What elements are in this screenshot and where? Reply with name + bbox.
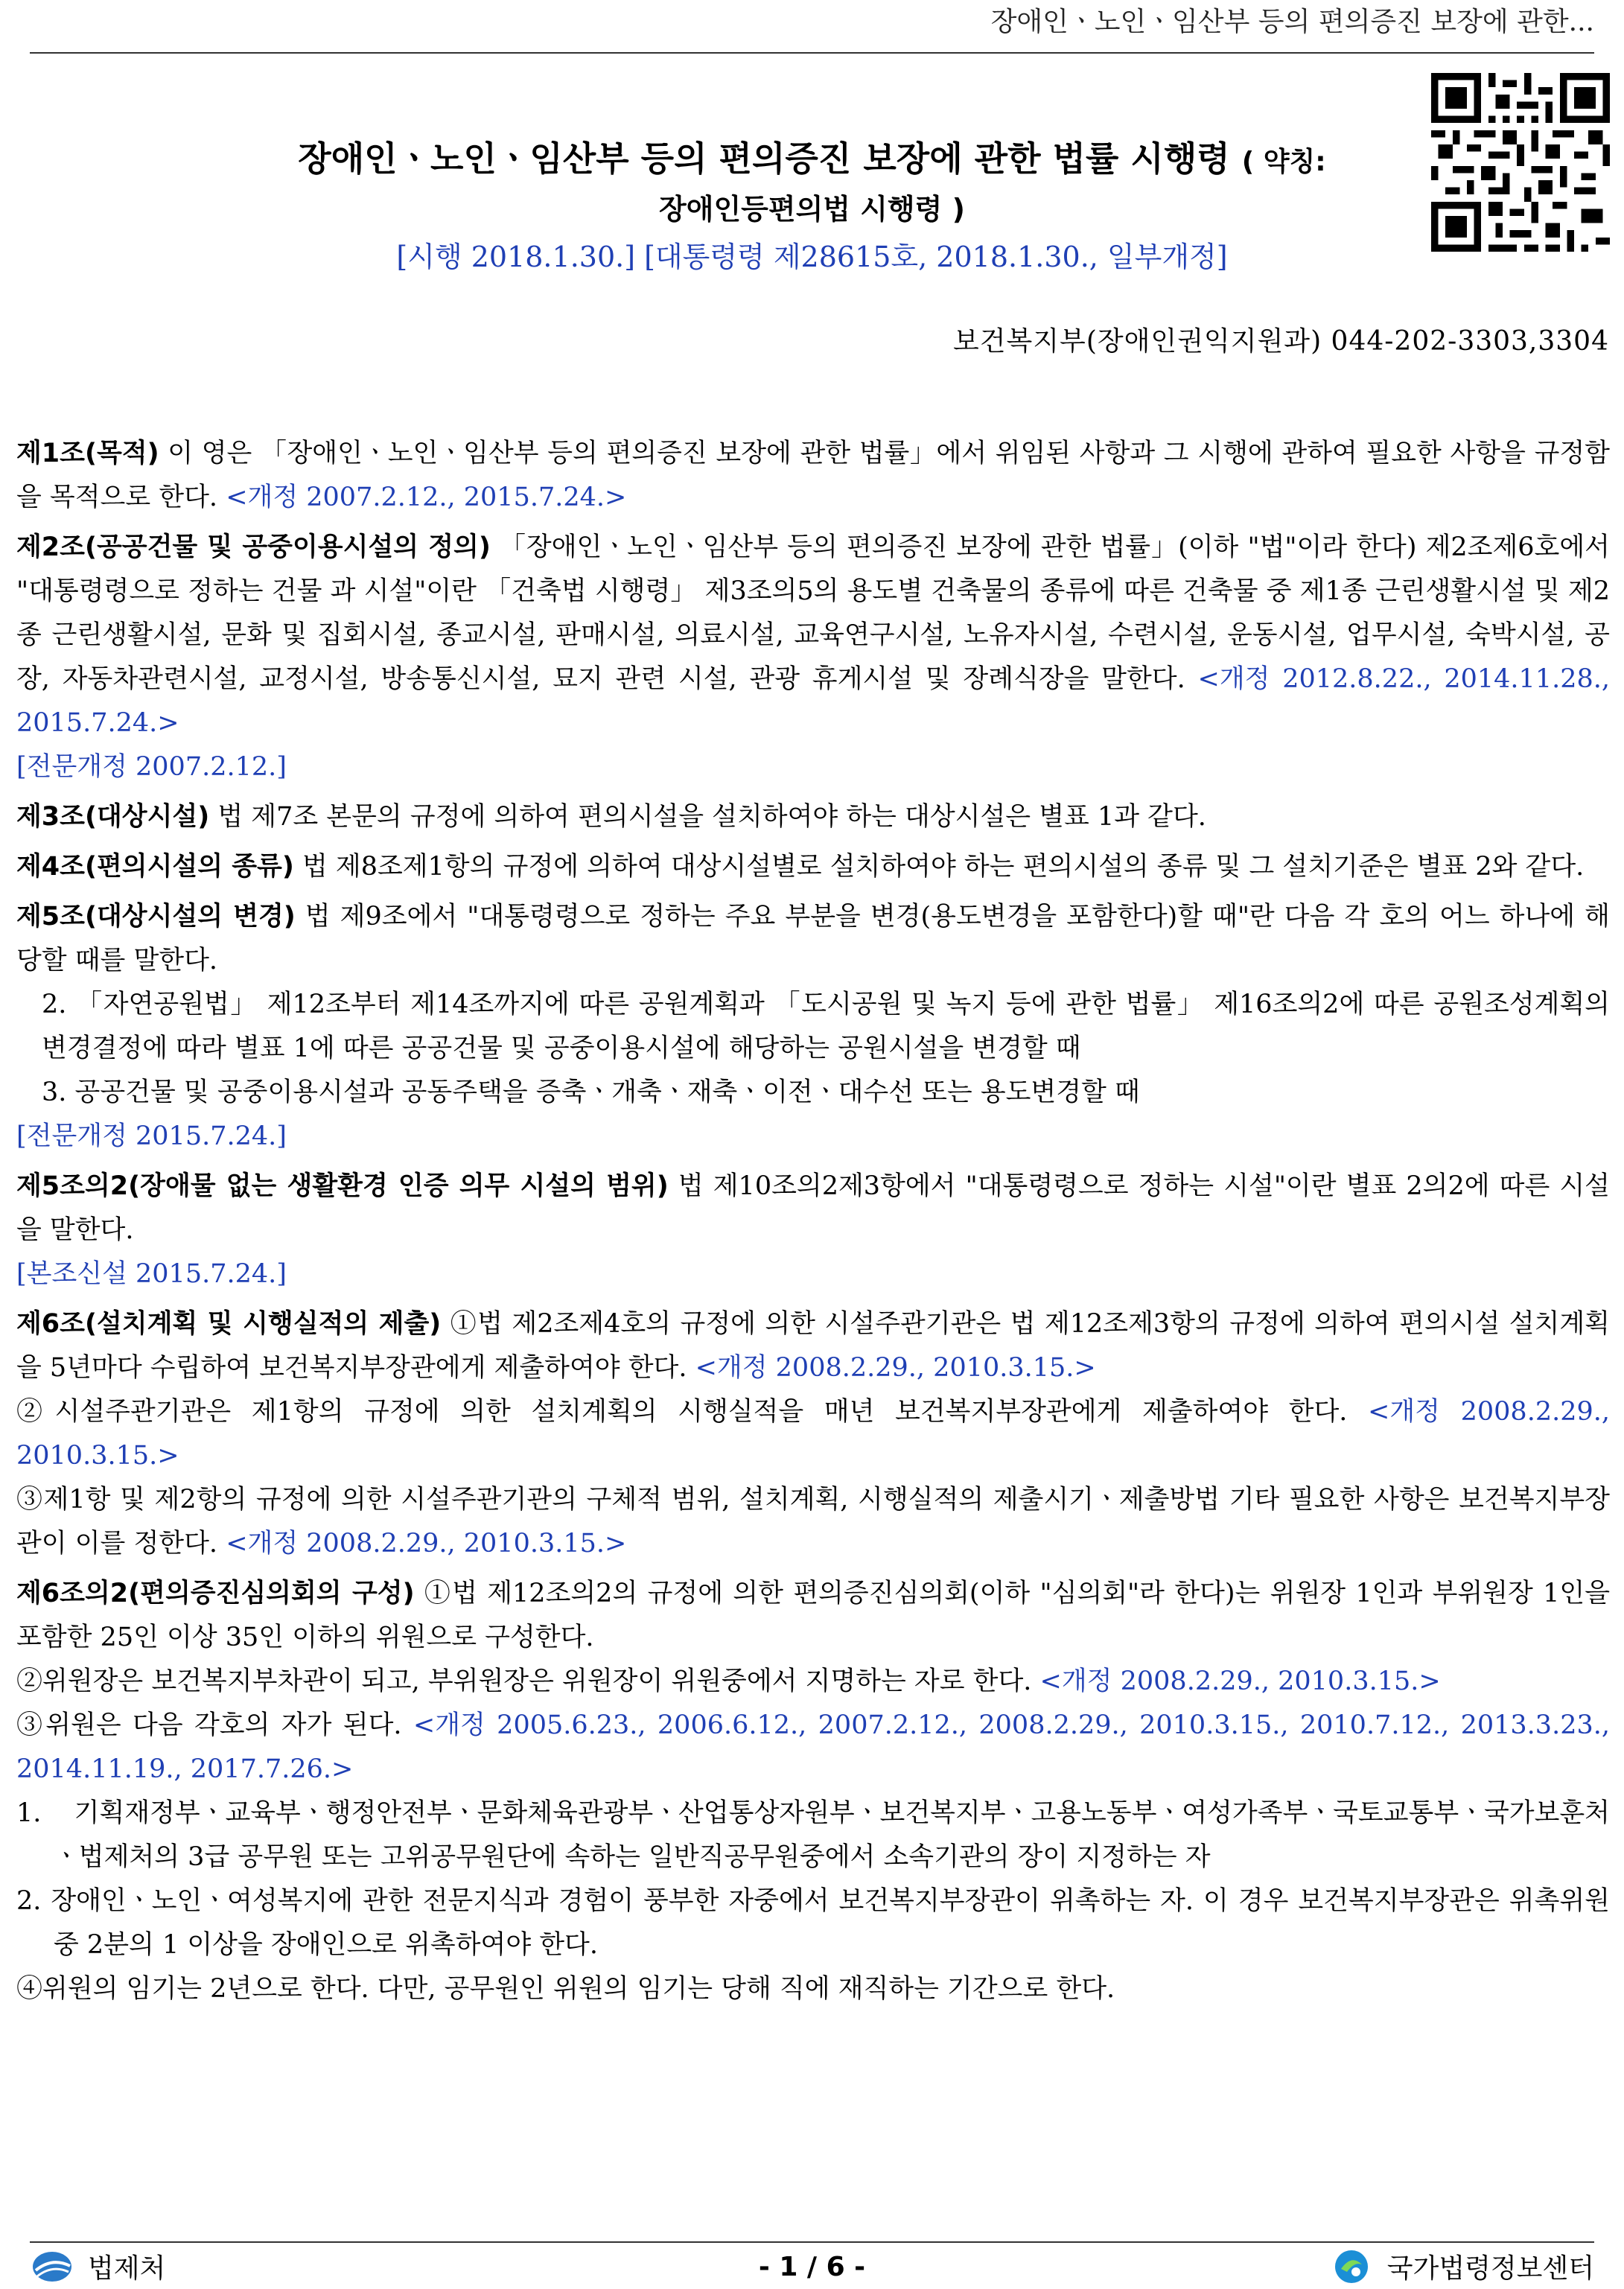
list-item: 2. 장애인ㆍ노인ㆍ여성복지에 관한 전문지식과 경험이 풍부한 자중에서 보건복지부장관이 위촉하는 자. 이 경우 보건복지부장관은 위촉위원중 2분의 1 이상을 장애인으로 위촉하여야 한다. [16, 1886, 1610, 1960]
law-center-logo-icon [1329, 2248, 1374, 2285]
article-1 [16, 432, 1610, 520]
running-header [30, 0, 1594, 54]
article-heading: 제1조(목적) [16, 439, 159, 468]
article-heading: 제2조(공공건물 및 공중이용시설의 정의) [16, 532, 491, 562]
running-title: 장애인ㆍ노인ㆍ임산부 등의 편의증진 보장에 관한... [990, 7, 1594, 37]
paragraph: ④위원의 임기는 2년으로 한다. 다만, 공무원인 위원의 임기는 당해 직에 재직하는 기간으로 한다. [16, 1974, 1115, 2004]
revision-tag: [전문개정 2007.2.12.] [16, 752, 287, 782]
amendment-note: <개정 2005.6.23., 2006.6.12., 2007.2.12., 2008.2.29., 2010.3.15., 2010.7.12., 2013.3.23., 2014.11.19., 2017.7.26.> [16, 1710, 1610, 1784]
paragraph: ③제1항 및 제2항의 규정에 의한 시설주관기관의 구체적 범위, 설치계획, 시행실적의 제출시기ㆍ제출방법 기타 필요한 사항은 보건복지부장관이 이를 정한다. <개정 2008.2.29., 2010.3.15.> [16, 1485, 1610, 1559]
paragraph: ②시설주관기관은 제1항의 규정에 의한 설치계획의 시행실적을 매년 보건복지부장관에게 제출하여야 한다. <개정 2008.2.29., 2010.3.15.> [16, 1397, 1611, 1471]
paragraph: ③위원은 다음 각호의 자가 된다. <개정 2005.6.23., 2006.6.12., 2007.2.12., 2008.2.29., 2010.3.15., 2010.7.12., 2013.3.23., 2014.11.19., 2017.7.26.> [16, 1710, 1610, 1784]
amendment-note: <개정 2008.2.29., 2010.3.15.> [695, 1353, 1096, 1383]
list-item: 2. 「자연공원법」 제12조부터 제14조까지에 따른 공원계획과 「도시공원 및 녹지 등에 관한 법률」 제16조의2에 따른 공원조성계획의 변경결정에 따라 별표 1에 따른 공공건물 및 공중이용시설에 해당하는 공원시설을 변경할 때 [42, 990, 1610, 1063]
amendment-note: <개정 2008.2.29., 2010.3.15.> [226, 1529, 627, 1559]
article-6 [16, 1302, 1610, 1566]
article-3 [16, 795, 1610, 839]
article-heading: 제4조(편의시설의 종류) [16, 852, 294, 882]
law-title: 장애인ㆍ노인ㆍ임산부 등의 편의증진 보장에 관한 법률 시행령 [298, 139, 1230, 179]
amendment-note: <개정 2012.8.22., 2014.11.28., 2015.7.24.> [16, 664, 1610, 738]
enforcement-info: [시행 2018.1.30.] [대통령령 제28615호, 2018.1.30., 일부개정] [396, 241, 1228, 273]
page-footer [30, 2241, 1594, 2288]
page-number: - 1 / 6 - [758, 2252, 866, 2282]
document-body [16, 432, 1610, 2017]
document-title [0, 134, 1624, 278]
article-2 [16, 526, 1610, 789]
ministry-contact: 보건복지부(장애인권익지원과) 044-202-3303,3304 [952, 326, 1609, 357]
article-heading: 제5조의2(장애물 없는 생활환경 인증 의무 시설의 범위) [16, 1171, 669, 1201]
revision-tag: [본조신설 2015.7.24.] [16, 1259, 287, 1289]
article-text: 「장애인ㆍ노인ㆍ임산부 등의 편의증진 보장에 관한 법률」(이하 "법"이라 한다) 제2조제6호에서 "대통령령으로 정하는 건물 과 시설"이란 「건축법 시행령」 제3조의5의 용도별 건축물의 종류에 따른 건축물 중 제1종 근린생활시설 및 제2종 근린생활시설, 문화 및 집회시설, 종교시설, 판매시설, 의료시설, 교육연구시설, 노유자시설, 수련시설, 운동시설, 업무시설, 숙박시설, 공장, 자동차관련시설, 교정시설, 방송통신시설, 묘지 관련 시설, 관광 휴게시설 및 장례식장을 말한다. [16, 532, 1610, 694]
revision-tag: [전문개정 2015.7.24.] [16, 1121, 287, 1151]
abbreviation-label: ( 약칭: [1241, 147, 1326, 177]
article-5-2 [16, 1165, 1610, 1296]
article-text: 이 영은 「장애인ㆍ노인ㆍ임산부 등의 편의증진 보장에 관한 법률」에서 위임된 사항과 그 시행에 관하여 필요한 사항을 규정함을 목적으로 한다. [16, 439, 1610, 512]
paragraph: ②위원장은 보건복지부차관이 되고, 부위원장은 위원장이 위원중에서 지명하는 자로 한다. <개정 2008.2.29., 2010.3.15.> [16, 1666, 1441, 1696]
article-heading: 제5조(대상시설의 변경) [16, 902, 296, 932]
list-item: 1. 기획재정부ㆍ교육부ㆍ행정안전부ㆍ문화체육관광부ㆍ산업통상자원부ㆍ보건복지부ㆍ고용노동부ㆍ여성가족부ㆍ국토교통부ㆍ국가보훈처ㆍ법제처의 3급 공무원 또는 고위공무원단에 속하는 일반직공무원중에서 소속기관의 장이 지정하는 자 [16, 1798, 1610, 1872]
article-text: ①법 제2조제4호의 규정에 의한 시설주관기관은 법 제12조제3항의 규정에 의하여 편의시설 설치계획을 5년마다 수립하여 보건복지부장관에게 제출하여야 한다. [16, 1309, 1610, 1383]
amendment-note: <개정 2008.2.29., 2010.3.15.> [16, 1397, 1611, 1471]
amendment-note: <개정 2007.2.12., 2015.7.24.> [226, 483, 627, 512]
article-6-2 [16, 1572, 1610, 2011]
article-text: 법 제10조의2제3항에서 "대통령령으로 정하는 시설"이란 별표 2의2에 따른 시설을 말한다. [16, 1171, 1610, 1245]
article-heading: 제6조(설치계획 및 시행실적의 제출) [16, 1309, 442, 1339]
article-heading: 제3조(대상시설) [16, 802, 210, 832]
article-text: ①법 제12조의2의 규정에 의한 편의증진심의회(이하 "심의회"라 한다)는 위원장 1인과 부위원장 1인을 포함한 25인 이상 35인 이하의 위원으로 구성한다. [16, 1579, 1611, 1652]
article-text: 법 제7조 본문의 규정에 의하여 편의시설을 설치하여야 하는 대상시설은 별표 1과 같다. [209, 802, 1206, 832]
abbreviation-name: 장애인등편의법 시행령 ) [659, 193, 965, 226]
amendment-note: <개정 2008.2.29., 2010.3.15.> [1039, 1666, 1441, 1696]
article-text: 법 제8조제1항의 규정에 의하여 대상시설별로 설치하여야 하는 편의시설의 종류 및 그 설치기준은 별표 2와 같다. [293, 852, 1585, 882]
footer-org-left: 법제처 [88, 2253, 166, 2284]
article-text: 법 제9조에서 "대통령령으로 정하는 주요 부분을 변경(용도변경을 포함한다)할 때"란 다음 각 호의 어느 하나에 해당할 때를 말한다. [16, 902, 1610, 975]
article-4 [16, 845, 1610, 889]
article-heading: 제6조의2(편의증진심의회의 구성) [16, 1579, 415, 1608]
article-5 [16, 895, 1610, 1159]
list-item: 3. 공공건물 및 공중이용시설과 공동주택을 증축ㆍ개축ㆍ재축ㆍ이전ㆍ대수선 또는 용도변경할 때 [42, 1077, 1140, 1107]
footer-org-right: 국가법령정보센터 [1386, 2253, 1594, 2284]
